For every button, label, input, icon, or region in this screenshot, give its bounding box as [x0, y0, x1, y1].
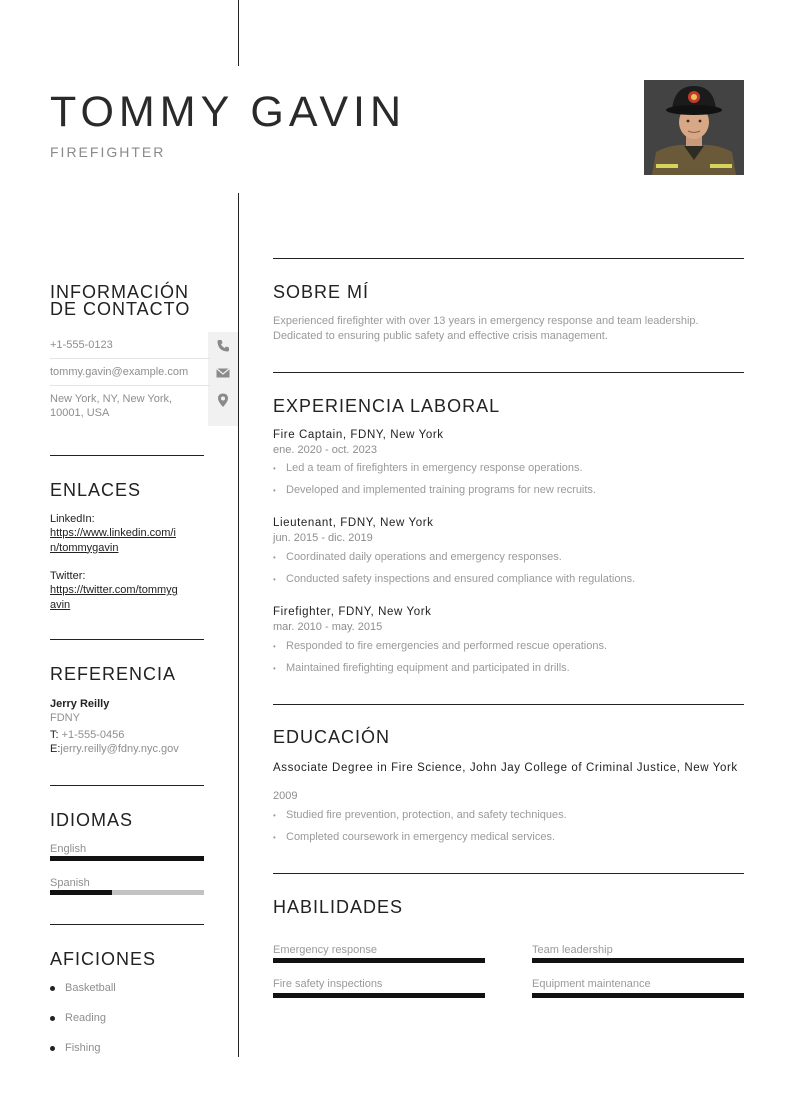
phone-icon — [215, 338, 231, 354]
links-heading: ENLACES — [50, 480, 142, 500]
skill-level-bar — [273, 993, 485, 998]
linkedin-link[interactable] — [50, 526, 202, 555]
about-text: Experienced firefighter with over 13 years in emergency response and team leadership. Dedicated to ensuring public safety and effective crisis management. — [273, 315, 699, 342]
experience-heading: EXPERIENCIA LABORAL — [273, 396, 501, 416]
linkedin-url-line2: n/tommygavin — [50, 541, 119, 554]
column-divider-top — [238, 0, 239, 66]
skill-name: Equipment maintenance — [532, 978, 651, 990]
contact-separator — [50, 358, 210, 359]
language-level-bar — [50, 856, 204, 861]
reference-name: Jerry Reilly — [50, 698, 110, 710]
skill-name: Emergency response — [273, 944, 377, 956]
reference-email-label: E: — [50, 743, 61, 755]
skill-level-bar — [532, 958, 744, 963]
section-rule — [50, 639, 204, 640]
job-title: Fire Captain, FDNY, New York — [273, 429, 444, 441]
reference-email: jerry.reilly@fdny.nyc.gov — [60, 743, 179, 755]
job-bullet: Developed and implemented training programs for new recruits. — [286, 484, 596, 496]
contact-separator — [50, 385, 210, 386]
hobby-item: Basketball — [65, 982, 116, 994]
bullet-icon: • — [273, 553, 276, 562]
education-year: 2009 — [273, 790, 298, 802]
linkedin-label: LinkedIn: — [50, 513, 95, 525]
education-degree: Associate Degree in Fire Science, John Jay College of Criminal Justice, New York — [273, 762, 738, 774]
education-bullet: Completed coursework in emergency medical services. — [286, 831, 555, 843]
bullet-icon — [50, 1016, 55, 1021]
education-heading: EDUCACIÓN — [273, 727, 391, 747]
job-dates: mar. 2010 - may. 2015 — [273, 621, 383, 633]
bullet-icon: • — [273, 575, 276, 584]
contact-heading-line1: INFORMACIÓN — [50, 282, 189, 302]
skill-level-bar — [273, 958, 485, 963]
reference-email-row — [50, 742, 179, 756]
bullet-icon: • — [273, 833, 276, 842]
section-rule — [273, 372, 744, 373]
language-level-fill — [50, 856, 204, 861]
job-dates: ene. 2020 - oct. 2023 — [273, 444, 377, 456]
job-title: Lieutenant, FDNY, New York — [273, 517, 434, 529]
language-name: Spanish — [50, 877, 90, 889]
about-heading: SOBRE MÍ — [273, 282, 370, 302]
hobbies-heading: AFICIONES — [50, 949, 157, 969]
reference-phone: +1-555-0456 — [61, 729, 125, 741]
twitter-link[interactable] — [50, 583, 202, 612]
candidate-title: FIREFIGHTER — [50, 144, 166, 160]
job-dates: jun. 2015 - dic. 2019 — [273, 532, 373, 544]
education-bullet: Studied fire prevention, protection, and safety techniques. — [286, 809, 567, 821]
twitter-url-line1: https://twitter.com/tommyg — [50, 584, 178, 596]
section-rule — [50, 455, 204, 456]
contact-address-line1: New York, NY, New York, — [50, 393, 173, 405]
bullet-icon: • — [273, 486, 276, 495]
section-rule — [273, 258, 744, 259]
location-pin-icon — [215, 392, 231, 408]
job-bullet: Conducted safety inspections and ensured compliance with regulations. — [286, 573, 636, 585]
bullet-icon: • — [273, 642, 276, 651]
skills-heading: HABILIDADES — [273, 897, 404, 917]
section-rule — [273, 704, 744, 705]
reference-phone-row — [50, 728, 124, 742]
language-level-bar — [50, 890, 204, 895]
twitter-label: Twitter: — [50, 570, 86, 582]
job-bullet: Responded to fire emergencies and performed rescue operations. — [286, 640, 608, 652]
column-divider — [238, 193, 239, 1057]
language-name: English — [50, 843, 87, 855]
linkedin-url-line1: https://www.linkedin.com/i — [50, 527, 176, 539]
job-title: Firefighter, FDNY, New York — [273, 606, 432, 618]
candidate-name: TOMMY GAVIN — [50, 88, 407, 136]
skill-name: Fire safety inspections — [273, 978, 383, 990]
profile-photo — [644, 80, 744, 175]
reference-phone-label: T: — [50, 729, 59, 741]
contact-address-line2: 10001, USA — [50, 407, 110, 419]
twitter-url-line2: avin — [50, 598, 71, 611]
skill-level-bar — [532, 993, 744, 998]
contact-email: tommy.gavin@example.com — [50, 366, 189, 378]
bullet-icon — [50, 986, 55, 991]
hobby-item: Reading — [65, 1012, 106, 1024]
reference-org: FDNY — [50, 712, 80, 724]
job-bullet: Coordinated daily operations and emergency responses. — [286, 551, 562, 563]
section-rule — [273, 873, 744, 874]
languages-heading: IDIOMAS — [50, 810, 134, 830]
reference-heading: REFERENCIA — [50, 664, 177, 684]
bullet-icon: • — [273, 664, 276, 673]
envelope-icon — [215, 365, 231, 381]
contact-heading-line2: DE CONTACTO — [50, 299, 191, 319]
job-bullet: Led a team of firefighters in emergency response operations. — [286, 462, 583, 474]
skill-name: Team leadership — [532, 944, 613, 956]
hobby-item: Fishing — [65, 1042, 101, 1054]
contact-phone: +1-555-0123 — [50, 339, 113, 351]
bullet-icon: • — [273, 464, 276, 473]
section-rule — [50, 785, 204, 786]
section-rule — [50, 924, 204, 925]
language-level-fill — [50, 890, 112, 895]
bullet-icon — [50, 1046, 55, 1051]
bullet-icon: • — [273, 811, 276, 820]
job-bullet: Maintained firefighting equipment and participated in drills. — [286, 662, 570, 674]
